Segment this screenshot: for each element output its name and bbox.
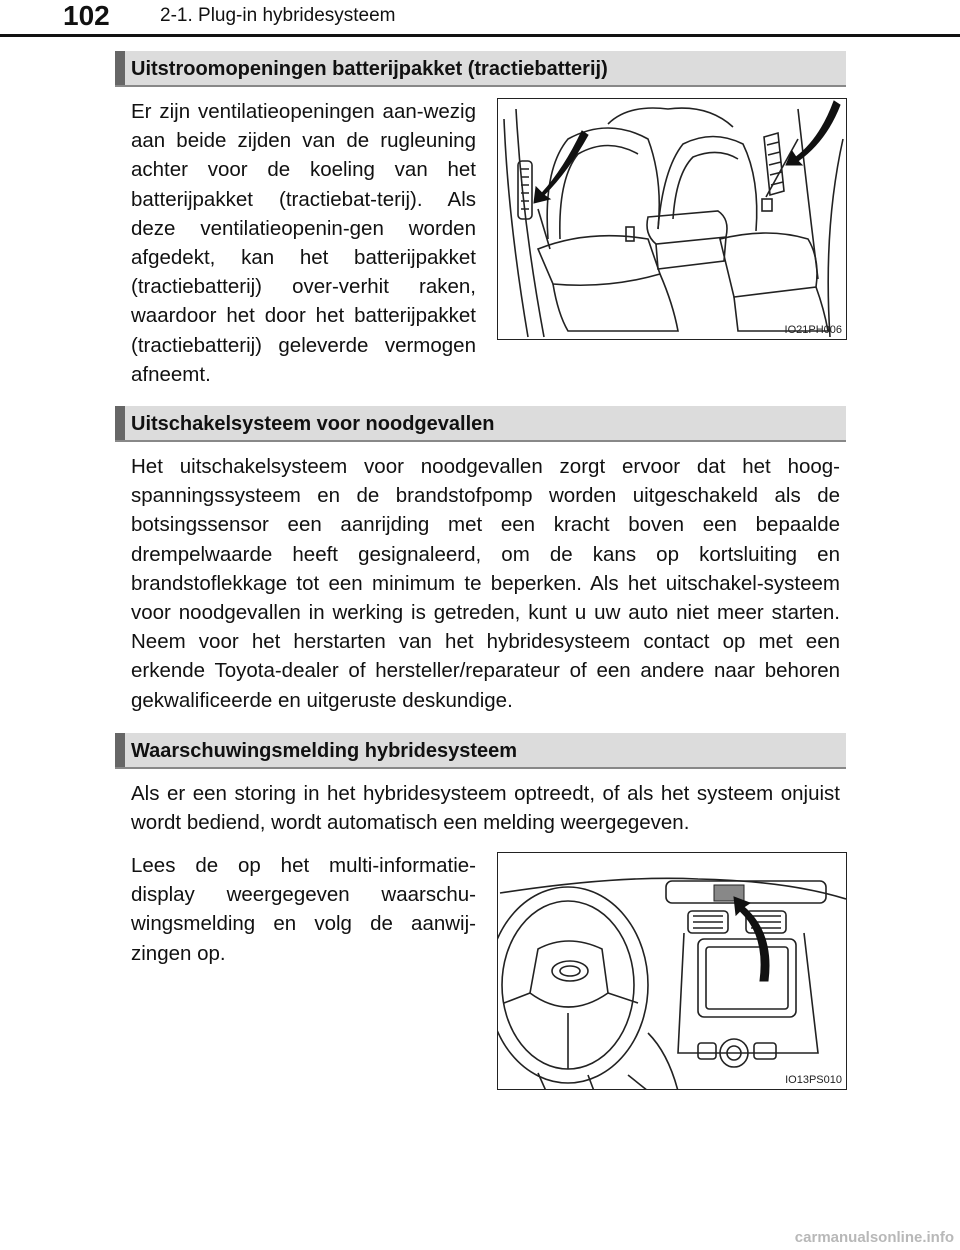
chapter-title: 2-1. Plug-in hybridesysteem: [160, 5, 396, 26]
hybrid-warning-paragraph: Als er een storing in het hybridesysteem optreedt, of als het systeem onjuist wordt bediend, wordt automatisch een melding weergegeven.: [131, 782, 840, 835]
dashboard-drawing: [498, 853, 847, 1090]
emergency-shutoff-paragraph: Het uitschakelsysteem voor noodgevallen zorgt ervoor dat het hoog-spanningssysteem en de brandstofpomp worden uitgeschakeld als de botsingssensor een aanrijding met een kracht boven een bepaalde drempelwaarde heeft gesignaleerd, om de kans op kortsluiting en brandstoflekkage tot een minimum te beperken. Als het uitschakel-systeem voor noodgevallen in werking is getreden, kunt u uw auto niet meer starten. Neem voor het herstarten van het hybridesysteem contact op met een erkende Toyota-dealer of hersteller/reparateur of een andere naar behoren gekwalificeerde en uitgeruste deskundige.: [131, 455, 840, 712]
section-heading-battery-vents: [115, 51, 846, 87]
rear-seat-illustration: [497, 98, 847, 340]
header-rule: [0, 34, 960, 37]
dashboard-illustration: [497, 852, 847, 1090]
figure-code: IO13PS010: [785, 1074, 842, 1086]
figure-code: IO21PH006: [784, 324, 842, 336]
page-header: [0, 0, 960, 36]
page-number: 102: [63, 0, 110, 31]
section-title: Uitschakelsysteem voor noodgevallen: [131, 413, 495, 435]
section-accent: [115, 51, 125, 85]
battery-vents-paragraph: Er zijn ventilatieopeningen aan-wezig aan beide zijden van de rugleuning achter voor de koeling van het batterijpakket (tractiebat-terij). Als deze ventilatieopenin-gen worden afgedekt, kan het batterijpakket (tractiebatterij) over-verhit raken, waardoor het door het batterijpakket (tractiebatterij) geleverde vermogen afneemt.: [131, 100, 476, 386]
watermark: carmanualsonline.info: [794, 1229, 954, 1246]
hybrid-warning-instructions: Lees de op het multi-informatie-display weergegeven waarschu-wingsmelding en volg de aanwij-zingen op.: [131, 854, 476, 965]
section-heading-emergency-shutoff: [115, 406, 846, 442]
section-title: Waarschuwingsmelding hybridesysteem: [131, 740, 518, 762]
rear-seat-drawing: [498, 99, 847, 340]
section-heading-hybrid-warning: [115, 733, 846, 769]
section-accent: [115, 406, 125, 440]
section-accent: [115, 733, 125, 767]
section-title: Uitstroomopeningen batterijpakket (tractiebatterij): [131, 58, 608, 80]
